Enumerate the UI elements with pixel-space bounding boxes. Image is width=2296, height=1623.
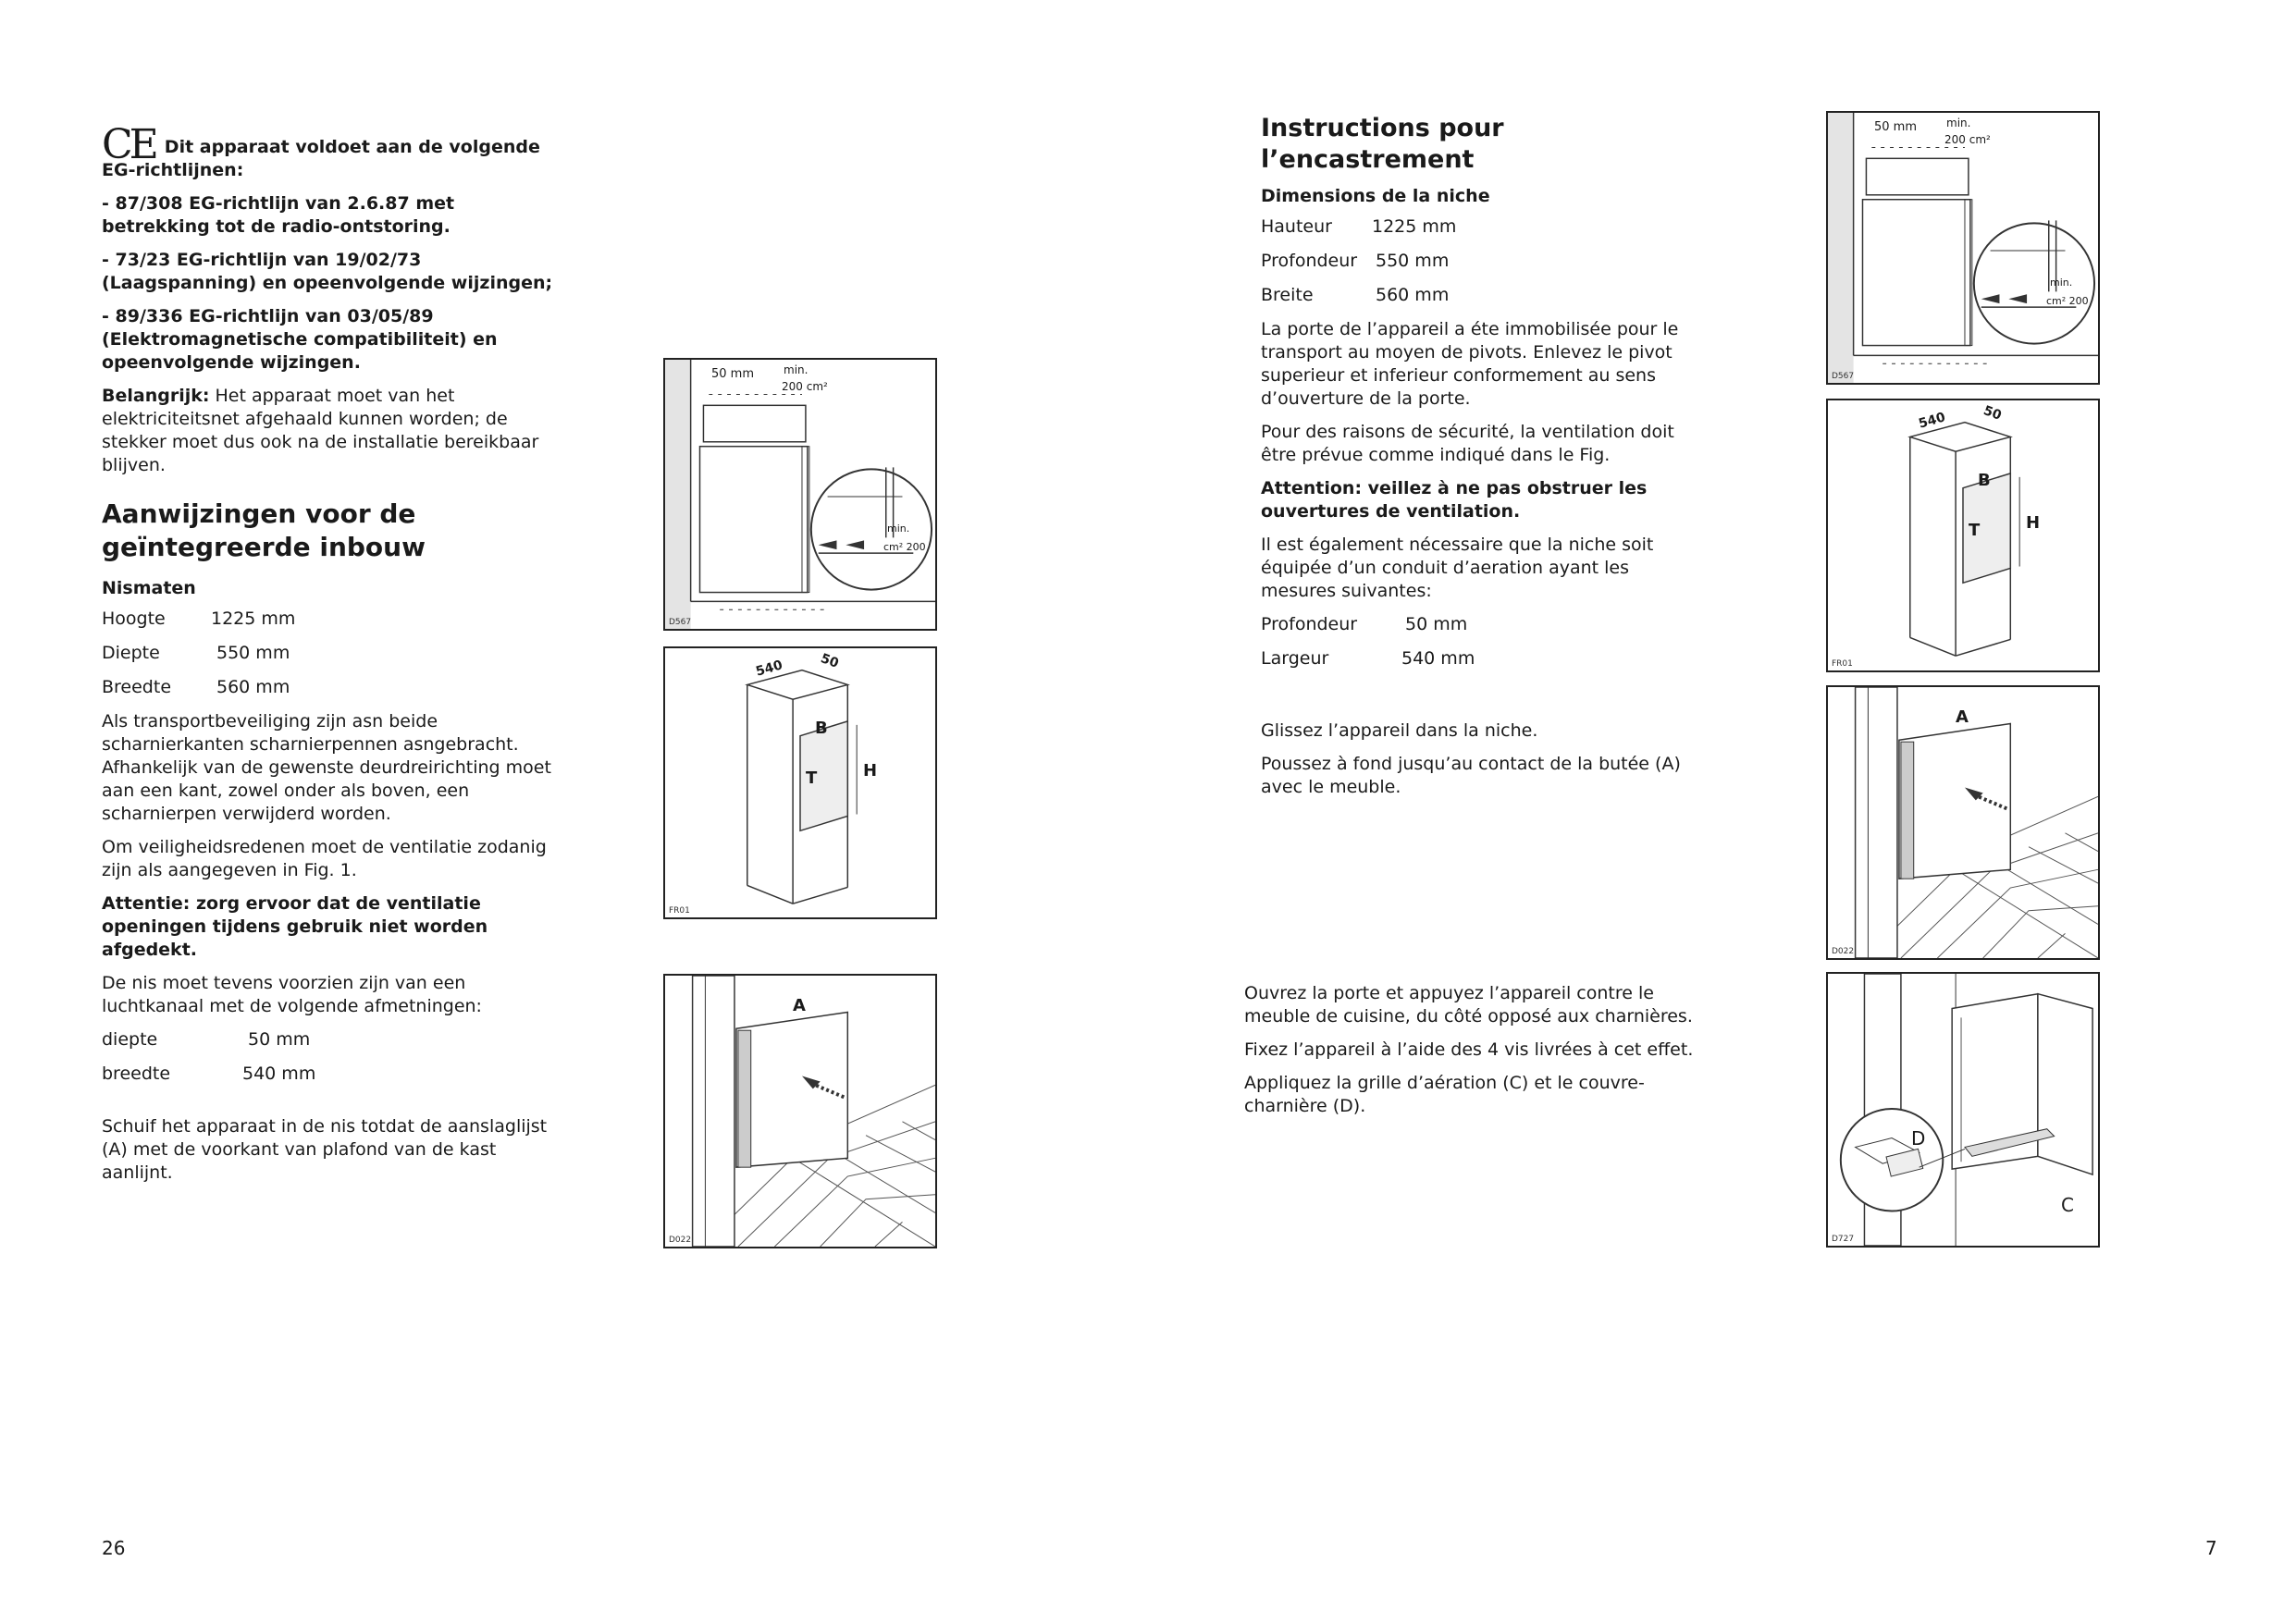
ventilation-diagram [665, 360, 935, 629]
niche-title: Nismaten [102, 578, 196, 598]
important-note: Belangrijk: Het apparaat moet van het elektriciteitsnet afgehaald kunnen worden; de stekker moet dus ook na de installatie bereikbaar blijven. [102, 386, 539, 475]
fig-label-b: B [815, 719, 828, 738]
figure-niche [1826, 399, 2100, 672]
duct-para: De nis moet tevens voorzien zijn van een luchtkanaal met de volgende afmetningen: [102, 973, 482, 1016]
section-heading-fr: Instructions pour l’encastrement [1261, 114, 1504, 174]
dim-row: Diepte 550 mm [102, 643, 290, 663]
fig-stop-label: A [1956, 707, 1969, 727]
figure-niche [663, 646, 937, 919]
figure-fix [1826, 972, 2100, 1248]
fig-inset-min: min. [2050, 277, 2073, 289]
fig-width-label: 540 [754, 658, 784, 680]
right-column-mid [1261, 719, 1705, 809]
page-number-left: 26 [102, 1537, 126, 1559]
duct-row: diepte 50 mm [102, 1029, 311, 1050]
figure-ventilation [1826, 111, 2100, 385]
duct-para: Il est également nécessaire que la niche soit équipée d’un conduit d’aeration ayant les mesures suivantes: [1261, 535, 1654, 601]
fig-duct-label: 50 [818, 651, 841, 671]
fig-code: FR01 [669, 906, 690, 916]
slide-para: Schuif het apparaat in de nis totdat de aanslaglijst (A) met de voorkant van plafond van de kast aanlijnt. [102, 1116, 548, 1183]
directive-2: - 73/23 EG-richtlijn van 19/02/73 (Laagspanning) en opeenvolgende wijzingen; [102, 250, 553, 293]
fig-code: D567 [669, 618, 692, 627]
duct-row: breedte 540 mm [102, 1064, 316, 1084]
dim-row: Profondeur 550 mm [1261, 251, 1450, 271]
fig-min-label: min. [784, 363, 809, 376]
fig-stop-label: A [793, 996, 806, 1015]
figure-slide [1826, 685, 2100, 960]
fig-label-t: T [806, 768, 818, 788]
ce-intro: CE Dit apparaat voldoet aan de volgende EG-richtlijnen: [102, 121, 540, 180]
niche-diagram [665, 648, 935, 917]
attention-note: Attentie: zorg ervoor dat de ventilatie openingen tijdens gebruik niet worden afgedekt. [102, 893, 488, 960]
transport-para: Als transportbeveiliging zijn asn beide scharnierkanten scharnierpennen asngebracht. Afhankelijk van de gewenste deurdreirichting moet aan een kant, zowel onder als boven, een scharnierpen verwijderd worden. [102, 711, 551, 824]
dim-row: Breite 560 mm [1261, 285, 1450, 305]
slide-para: Glissez l’appareil dans la niche. [1261, 720, 1538, 741]
screws-para: Fixez l’appareil à l’aide des 4 vis livrées à cet effet. [1244, 1039, 1694, 1060]
attention-note: Attention: veillez à ne pas obstruer les ouvertures de ventilation. [1261, 478, 1648, 522]
fig-code: FR01 [1832, 659, 1853, 669]
fig-width-label: 540 [1917, 410, 1947, 432]
fig-inset-area: cm² 200 [883, 541, 926, 553]
right-column-bottom [1244, 982, 1697, 1128]
page-number-right: 7 [2205, 1537, 2217, 1559]
fig-gap-label: 50 mm [711, 367, 755, 381]
dim-row: Hauteur 1225 mm [1261, 216, 1457, 237]
figure-ventilation [663, 358, 937, 631]
fig-label-h: H [863, 761, 878, 781]
niche-diagram [1828, 400, 2098, 670]
slide-diagram [665, 976, 935, 1247]
niche-title: Dimensions de la niche [1261, 186, 1490, 206]
transport-para: La porte de l’appareil a éte immobilisée pour le transport au moyen de pivots. Enlevez le pivot superieur et inferieur conformement au sens d’ouverture de la porte. [1261, 319, 1679, 409]
fig-label-h: H [2026, 513, 2041, 533]
fig-code: D022 [669, 1236, 692, 1245]
fig-min-label: min. [1946, 117, 1971, 129]
fig-code: D567 [1832, 372, 1855, 381]
dim-row: Hoogte 1225 mm [102, 609, 296, 629]
section-heading-nl: Aanwijzingen voor de geïntegreerde inbouw [102, 498, 426, 562]
fig-label-b: B [1978, 471, 1991, 490]
fig-grille-label: C [2061, 1194, 2074, 1216]
slide-diagram [1828, 687, 2098, 958]
fig-gap-label: 50 mm [1874, 120, 1918, 134]
duct-row: Profondeur 50 mm [1261, 614, 1468, 634]
figure-slide [663, 974, 937, 1248]
duct-row: Largeur 540 mm [1261, 648, 1475, 669]
fig-label-t: T [1969, 521, 1981, 540]
right-column-top [1261, 113, 1705, 682]
directive-1: - 87/308 EG-richtlijn van 2.6.87 met betrekking tot de radio-ontstoring. [102, 193, 455, 237]
dim-row: Breedte 560 mm [102, 677, 290, 697]
fig-duct-label: 50 [1981, 403, 2004, 424]
ce-mark: CE [102, 121, 155, 168]
open-door-para: Ouvrez la porte et appuyez l’appareil contre le meuble de cuisine, du côté opposé aux charnières. [1244, 983, 1693, 1027]
ventilation-para: Pour des raisons de sécurité, la ventilation doit être prévue comme indiqué dans le Fig. [1261, 422, 1674, 465]
ventilation-diagram [1828, 113, 2098, 383]
fig-inset-min: min. [887, 523, 910, 535]
fig-inset-area: cm² 200 [2046, 295, 2089, 307]
fig-area-label: 200 cm² [1944, 133, 1991, 146]
grille-para: Appliquez la grille d’aération (C) et le couvre-charnière (D). [1244, 1073, 1645, 1116]
directive-3: - 89/336 EG-richtlijn van 03/05/89 (Elektromagnetische compatibiliteit) en opeenvolgende wijzingen. [102, 306, 498, 373]
fig-area-label: 200 cm² [782, 380, 828, 393]
fig-code: D727 [1832, 1235, 1855, 1244]
fig-hinge-cover-label: D [1911, 1127, 1926, 1150]
ventilation-para: Om veiligheidsredenen moet de ventilatie zodanig zijn als aangegeven in Fig. 1. [102, 837, 547, 880]
fig-code: D022 [1832, 947, 1855, 956]
push-para: Poussez à fond jusqu’au contact de la butée (A) avec le meuble. [1261, 754, 1681, 797]
fix-diagram [1828, 974, 2098, 1246]
left-column [102, 121, 555, 1195]
